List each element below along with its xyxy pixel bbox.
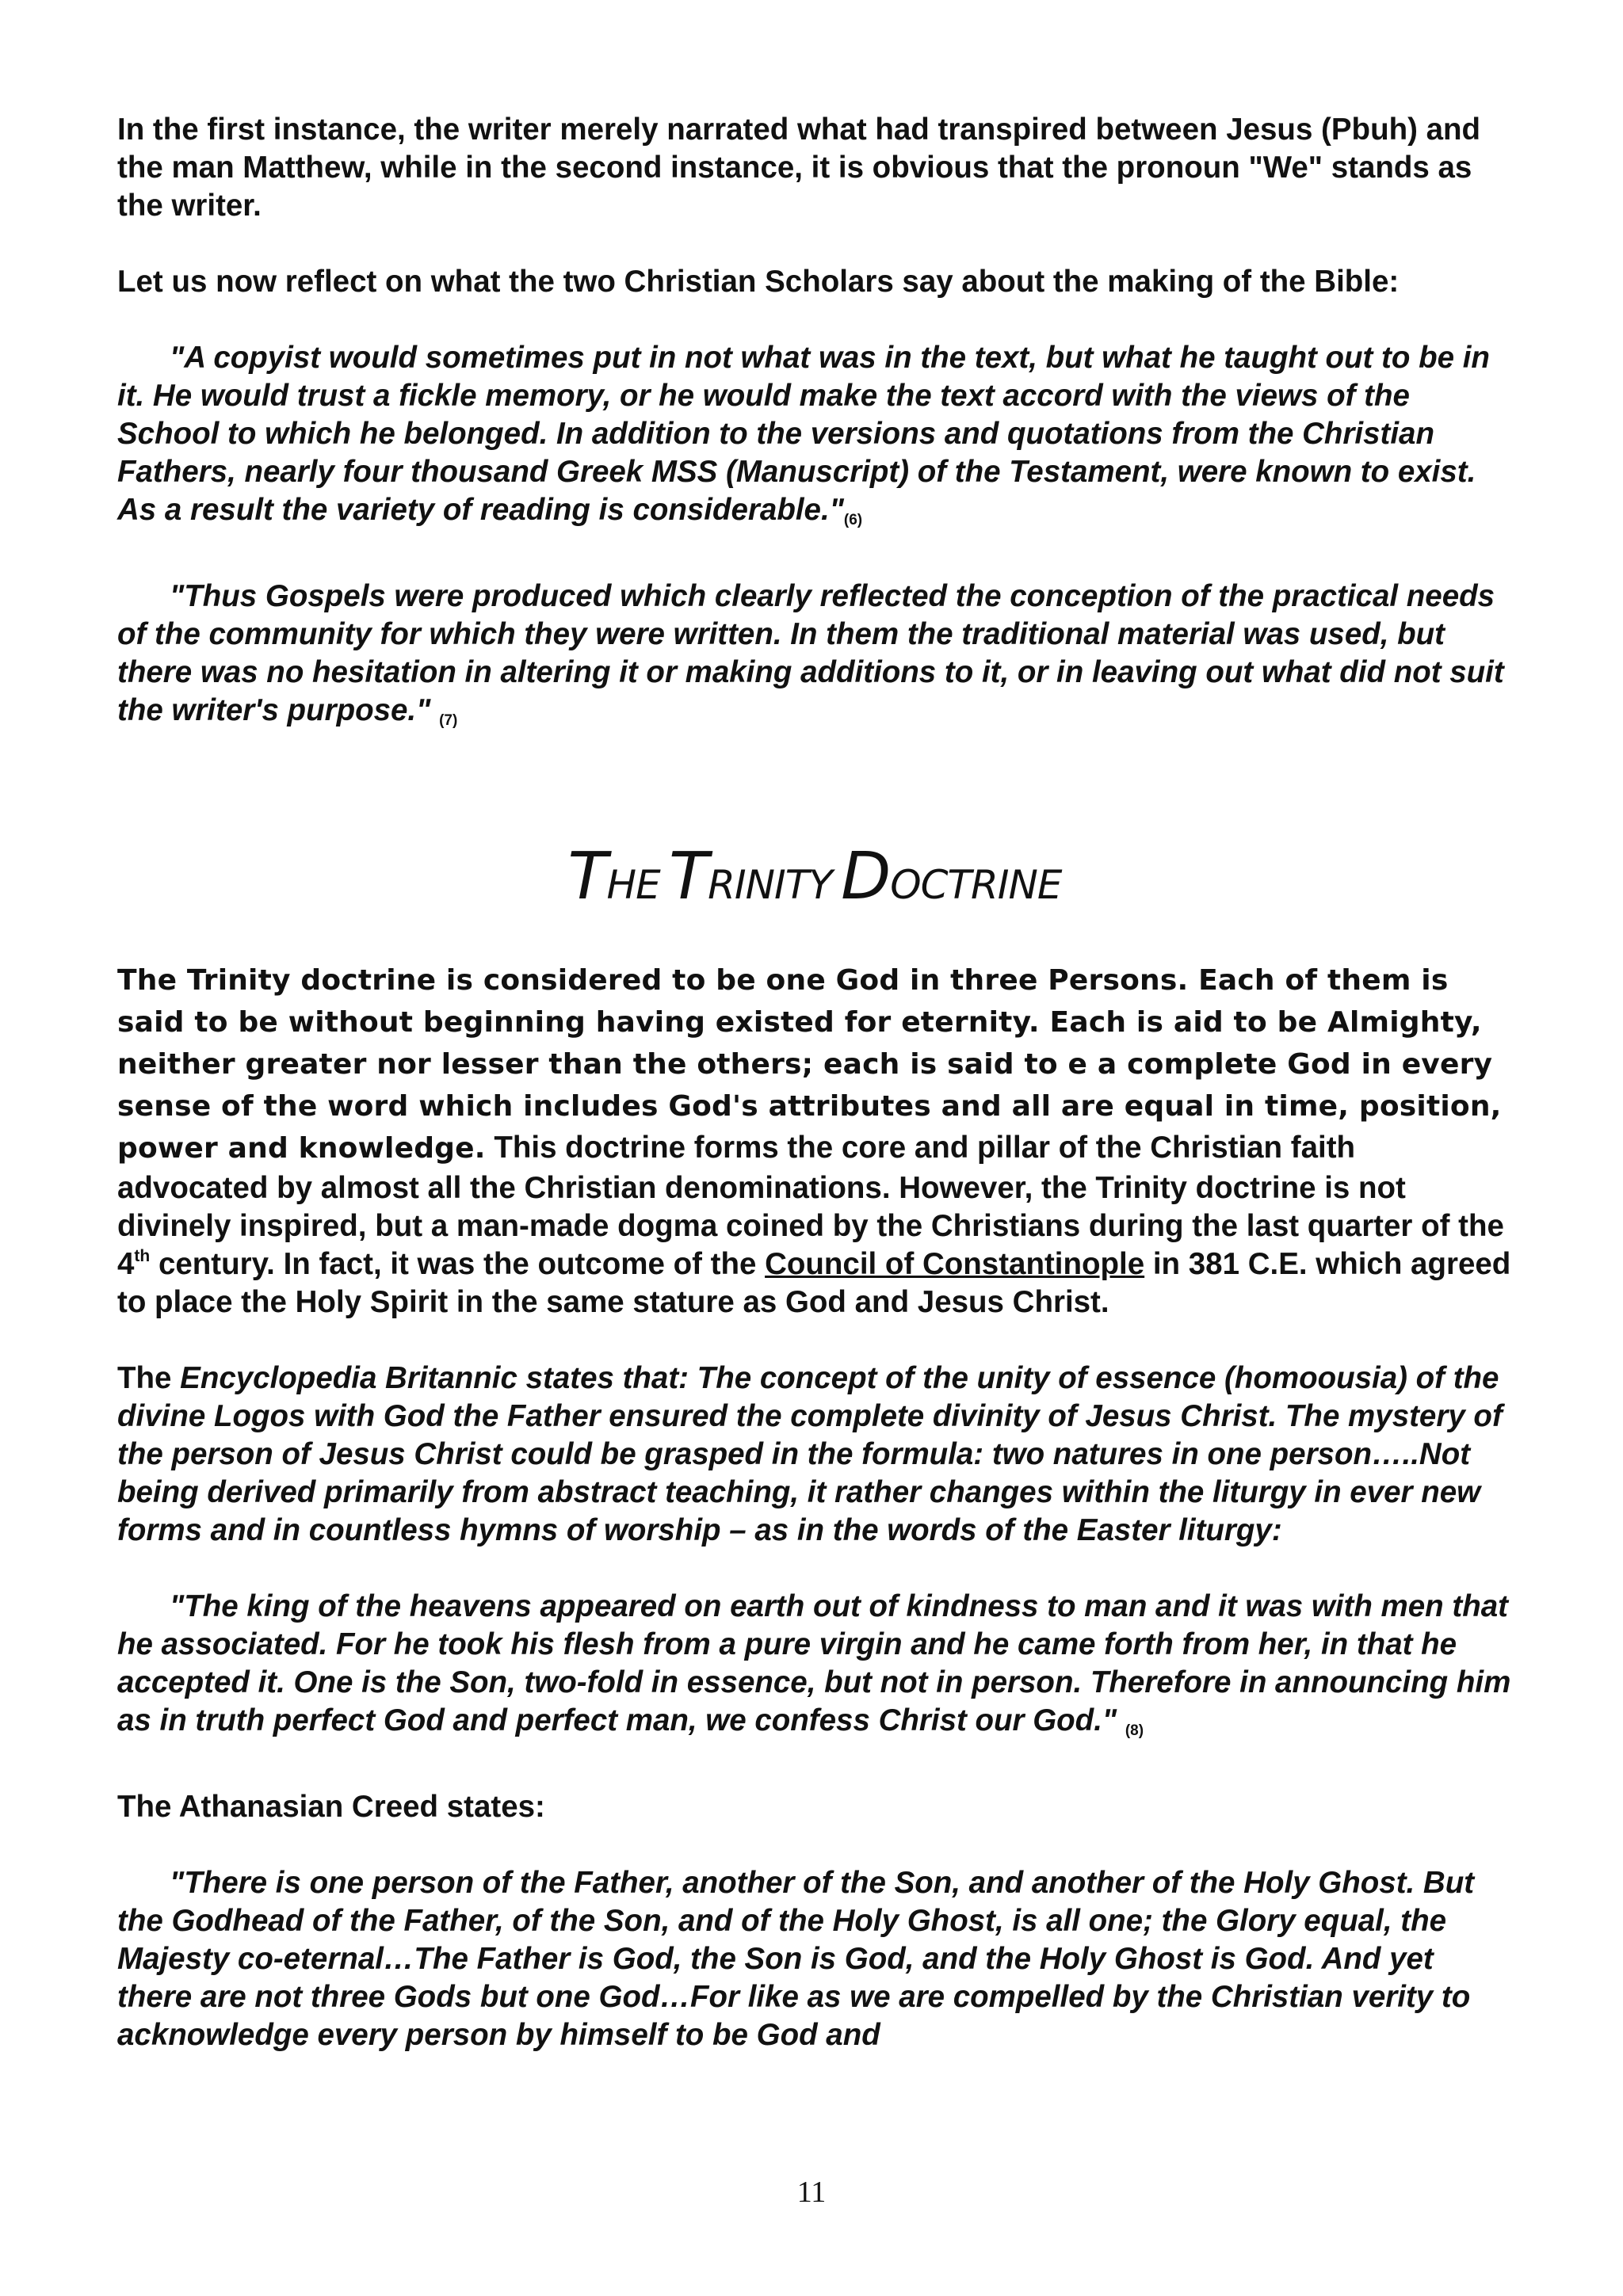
gospels-quote	[117, 578, 1512, 740]
britannic-citation: Encyclopedia Britannic states that: The concept of the unity of essence (homoousia) of the divine Logos with God the Father ensured the complete divinity of Jesus Christ. The mystery of the person of Jesus Christ could be grasped in the formula: two natures in one person…..Not being derived primarily from abstract teaching, it rather changes within the liturgy in ever new forms and in countless hymns of worship – as in the words of the Easter liturgy:	[117, 1361, 1503, 1547]
footnote-ref-7: (7)	[439, 712, 458, 729]
trinity-body-3: in 381 C.E. which agreed to place the Holy Spirit in the same stature as God and Jesus Christ.	[117, 1247, 1511, 1319]
trinity-body-1: This doctrine forms the core and pillar of the Christian faith advocated by almost all the Christian denominations. However, the Trinity doctrine is not divinely inspired, but a man-made dogma coined by the Christians during the last quarter of the 4	[117, 1131, 1504, 1281]
heading-word1-cap: T	[567, 839, 607, 914]
gospels-quote-text: "Thus Gospels were produced which clearly reflected the conception of the practical needs of the community for which they were written. In them the traditional material was used, but there was no hesitation in altering it or making additions to it, or in leaving out what did not suit the writer's purpose."	[117, 579, 1504, 727]
section-heading	[117, 841, 1512, 925]
britannic-paragraph	[117, 1360, 1512, 1550]
copyist-quote	[117, 339, 1512, 540]
heading-word3-cap: D	[841, 839, 891, 914]
intro-paragraph: In the first instance, the writer merely narrated what had transpired between Jesus (Pbuh) and the man Matthew, while in the second instance, it is obvious that the pronoun "We" stands as the writer.	[117, 113, 1481, 223]
heading-word1-rest: HE	[606, 862, 660, 908]
trinity-paragraph	[117, 959, 1512, 1322]
heading-word2-rest: RINITY	[708, 862, 832, 908]
footnote-ref-8: (8)	[1125, 1722, 1144, 1739]
easter-liturgy-quote	[117, 1588, 1512, 1750]
page-number: 11	[796, 2176, 827, 2209]
ordinal-suffix: th	[134, 1247, 151, 1265]
athanasian-quote: "There is one person of the Father, another of the Son, and another of the Holy Ghost. But the Godhead of the Father, of the Son, and of the Holy Ghost, is all one; the Glory equal, the Majesty co-eternal…The Father is God, the Son is God, and the Holy Ghost is God. And yet there are not three Gods but one God…For like as we are compelled by the Christian verity to acknowledge every person by himself to be God and	[117, 1866, 1475, 2052]
britannic-lead: The	[117, 1361, 172, 1395]
scholars-paragraph: Let us now reflect on what the two Christian Scholars say about the making of the Bible:	[117, 265, 1400, 299]
easter-quote-text: "The king of the heavens appeared on earth out of kindness to man and it was with men that he associated. For he took his flesh from a pure virgin and he came forth from her, in that he accepted it. One is the Son, two-fold in essence, but not in person. Therefore in announcing him as in truth perfect God and perfect man, we confess Christ our God."	[117, 1589, 1511, 1737]
creed-label: The Athanasian Creed states:	[117, 1790, 545, 1824]
trinity-body-2: century. In fact, it was the outcome of the	[158, 1247, 757, 1281]
heading-word2-cap: T	[669, 839, 708, 914]
council-link-text: Council of Constantinople	[765, 1247, 1145, 1281]
trinity-definition: The Trinity doctrine is considered to be one God in three Persons. Each of them is said to be without beginning having existed for eternity. Each is aid to be Almighty, neither greater nor lesser than the others; each is said to e a complete God in every sense of the word which includes God's attributes and all are equal in time, position, power and knowledge.	[117, 964, 1502, 1165]
heading-word3-rest: OCTRINE	[890, 862, 1062, 908]
copyist-quote-text: "A copyist would sometimes put in not what was in the text, but what he taught out to be in it. He would trust a fickle memory, or he would make the text accord with the views of the School to which he belonged. In addition to the versions and quotations from the Christian Fathers, nearly four thousand Greek MSS (Manuscript) of the Testament, were known to exist. As a result the variety of reading is considerable."	[117, 341, 1490, 527]
footnote-ref-6: (6)	[843, 512, 863, 528]
page-body	[117, 111, 1512, 2054]
